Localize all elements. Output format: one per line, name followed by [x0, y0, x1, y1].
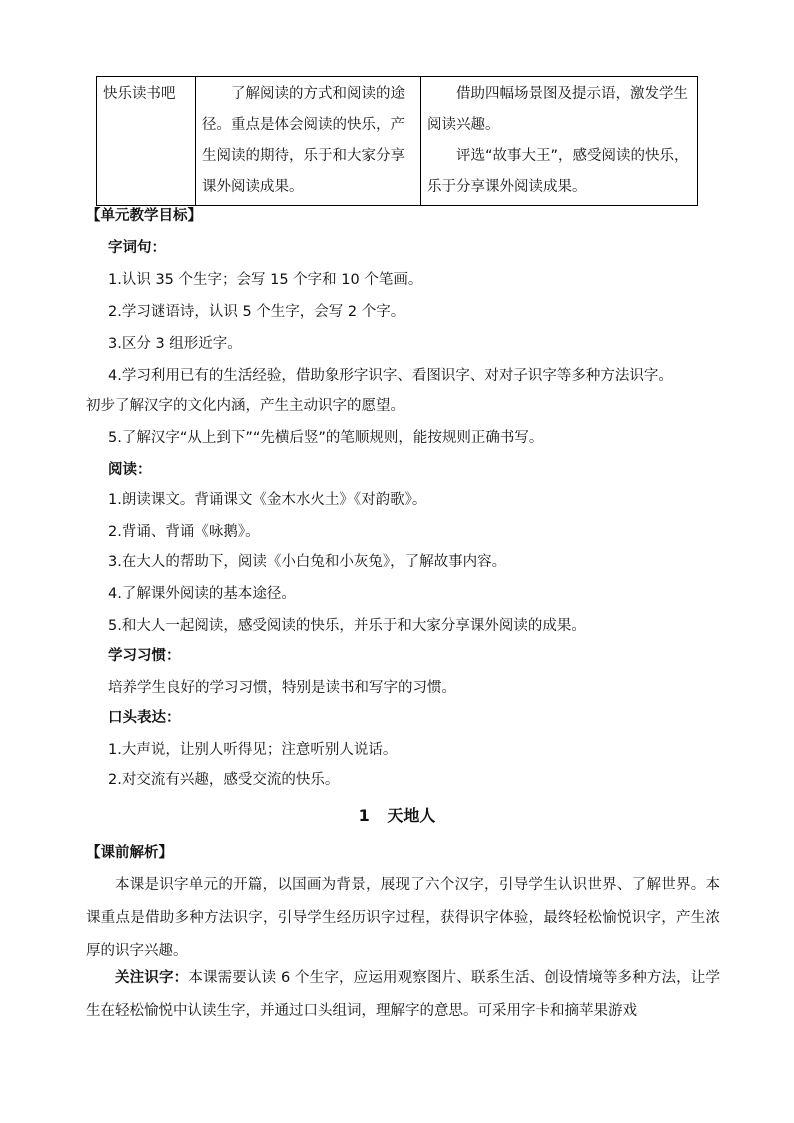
analysis-paragraph: 本课是识字单元的开篇，以国画为背景，展现了六个汉字，引导学生认识世界、了解世界。本课重点是借助多种方法识字，引导学生经历识字过程，获得识字体验，最终轻松愉悦识字，产生浓厚的识字兴趣。: [86, 877, 720, 959]
section-heading-oral: 口头表达：: [108, 710, 181, 726]
section-heading-habits: 学习习惯：: [108, 648, 181, 664]
table-cell-strategy: [421, 77, 698, 206]
focus-label: 关注识字：: [115, 970, 189, 986]
list-item-continuation: 初步了解汉字的文化内涵，产生主动识字的愿望。: [86, 398, 405, 414]
section-heading-reading: 阅读：: [108, 462, 152, 478]
table-cell-goal: [196, 77, 421, 206]
unit-goals-heading: 【单元教学目标】: [86, 208, 202, 224]
list-item: 5.了解汉字“从上到下”“先横后竖”的笔顺规则，能按规则正确书写。: [108, 430, 544, 446]
list-item: 3.区分 3 组形近字。: [108, 336, 242, 352]
lesson-title: [0, 805, 794, 827]
list-item: 4.了解课外阅读的基本途径。: [108, 586, 296, 602]
list-item: 2.背诵、背诵《咏鹅》。: [108, 524, 260, 540]
list-item: 1.大声说，让别人听得见；注意听别人说话。: [108, 742, 398, 758]
list-item: 1.认识 35 个生字；会写 15 个字和 10 个笔画。: [108, 272, 423, 288]
analysis-heading: 【课前解析】: [86, 845, 173, 861]
list-item: 2.对交流有兴趣，感受交流的快乐。: [108, 772, 340, 788]
list-item: 5.和大人一起阅读，感受阅读的快乐，并乐于和大家分享课外阅读的成果。: [108, 618, 586, 634]
list-item: 1.朗读课文。背诵课文《金木水火土》《对韵歌》。: [108, 492, 427, 508]
section-heading-words: 字词句：: [108, 240, 166, 256]
analysis-paragraph-focus: [86, 962, 720, 1028]
list-item: 3.在大人的帮助下，阅读《小白兔和小灰兔》，了解故事内容。: [108, 554, 507, 570]
habits-text: 培养学生良好的学习习惯，特别是读书和写字的习惯。: [108, 680, 456, 696]
focus-text: 本课需要认读 6 个生字，应运用观察图片、联系生活、创设情境等多种方法，让学生在轻松愉悦中认读生字，并通过口头组词，理解字的意思。可采用字卡和摘苹果游戏: [86, 970, 721, 1019]
activity-goal: 了解阅读的方式和阅读的途径。重点是体会阅读的快乐，产生阅读的期待，乐于和大家分享课外阅读成果。: [202, 86, 405, 195]
lesson-number: 1: [358, 806, 370, 825]
strategy-paragraph: 评选“故事大王”，感受阅读的快乐，乐于分享课外阅读成果。: [427, 148, 689, 195]
strategy-paragraph: 借助四幅场景图及提示语，激发学生阅读兴趣。: [427, 86, 688, 133]
activity-name: 快乐读书吧: [103, 86, 176, 102]
table-cell-activity: [97, 77, 196, 206]
lesson-name: 天地人: [387, 806, 436, 825]
table-row: [97, 77, 698, 206]
list-item: 4.学习利用已有的生活经验，借助象形字识字、看图识字、对对子识字等多种方法识字。: [108, 368, 673, 384]
list-item: 2.学习谜语诗，认识 5 个生字，会写 2 个字。: [108, 304, 406, 320]
activity-table: [96, 76, 698, 206]
